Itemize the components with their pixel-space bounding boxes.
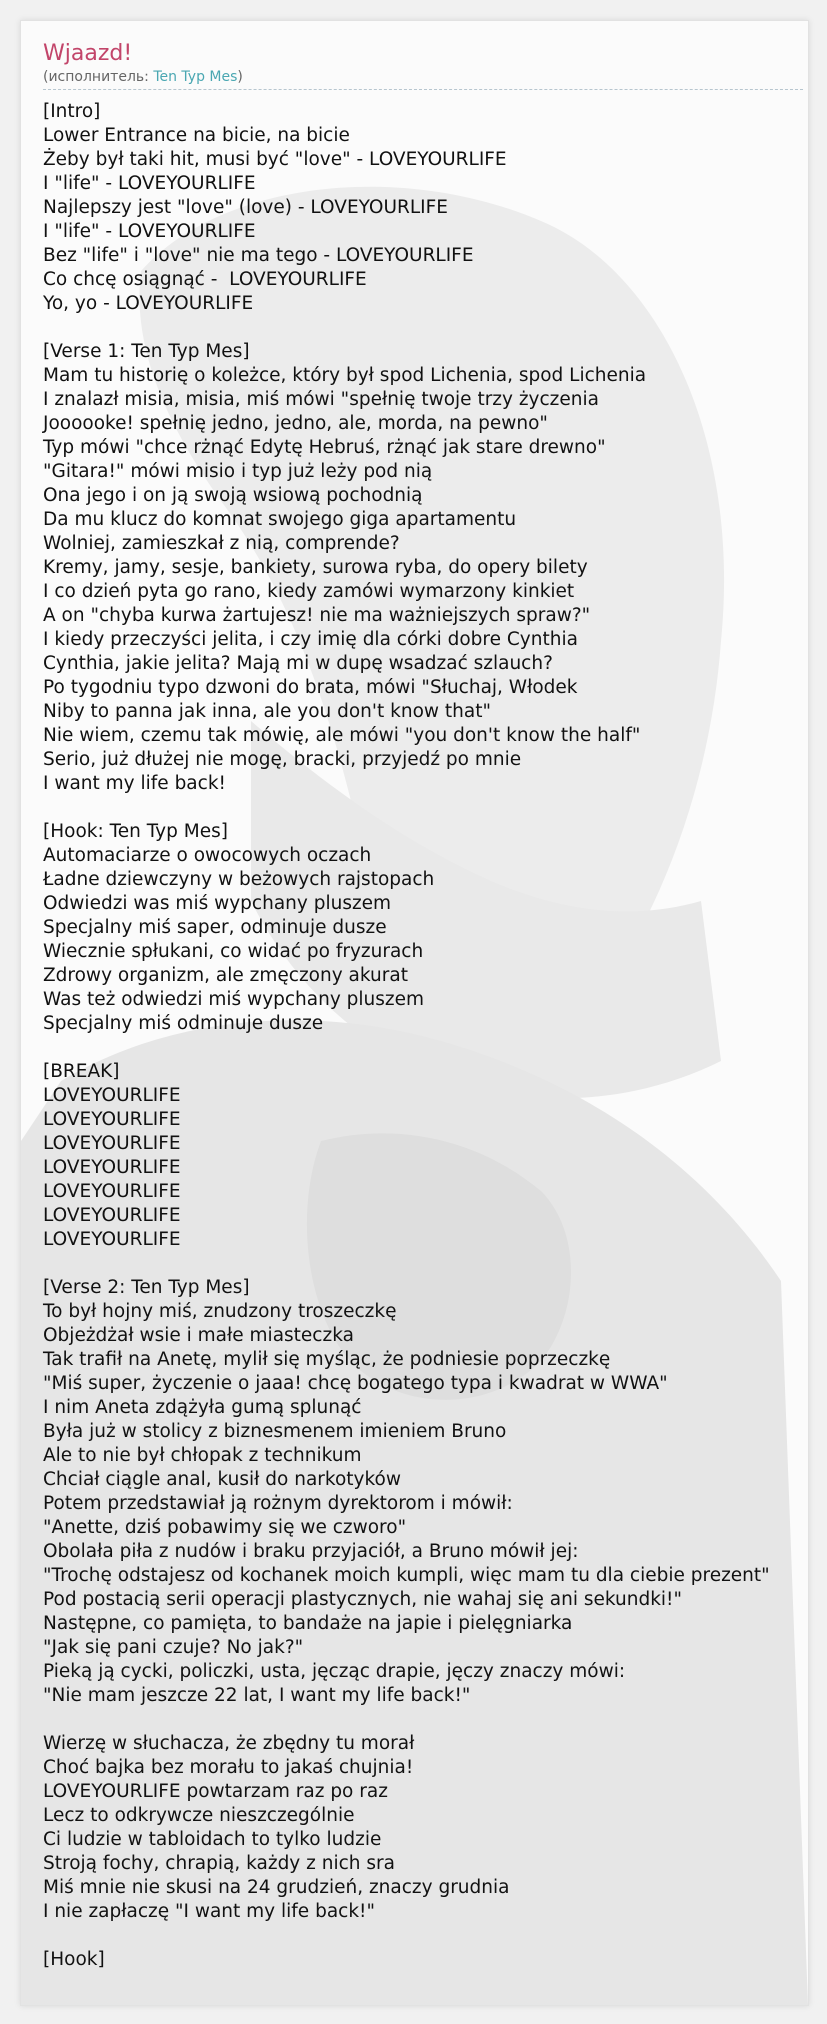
lyric-line: "Trochę odstajesz od kochanek moich kumpli, więc mam tu dla ciebie prezent"	[43, 1565, 770, 1586]
lyric-line	[43, 1036, 808, 1060]
lyric-line	[43, 1924, 808, 1948]
lyric-line: Miś mnie nie skusi na 24 grudzień, znaczy grudnia	[43, 1877, 510, 1898]
lyric-line: I "life" - LOVEYOURLIFE	[43, 221, 256, 242]
lyric-line: Stroją fochy, chrapią, każdy z nich sra	[43, 1853, 395, 1874]
lyric-line: LOVEYOURLIFE powtarzam raz po raz	[43, 1781, 388, 1802]
lyric-line: I nie zapłaczę "I want my life back!"	[43, 1901, 375, 1922]
lyric-line: Bez "life" i "love" nie ma tego - LOVEYOURLIFE	[43, 245, 474, 266]
lyric-line: [Intro]	[43, 101, 101, 122]
lyric-line: [Verse 2: Ten Typ Mes]	[43, 1277, 250, 1298]
lyric-line: "Jak się pani czuje? No jak?"	[43, 1637, 304, 1658]
lyrics-content	[43, 39, 808, 1972]
lyric-line: Odwiedzi was miś wypchany pluszem	[43, 893, 392, 914]
lyric-line: "Anette, dziś pobawimy się we czworo"	[43, 1517, 407, 1538]
lyric-line: I "life" - LOVEYOURLIFE	[43, 173, 256, 194]
lyric-line: Ale to nie był chłopak z technikum	[43, 1445, 362, 1466]
lyric-line: Zdrowy organizm, ale zmęczony akurat	[43, 965, 408, 986]
lyric-line: Pod postacią serii operacji plastycznych, nie wahaj się ani sekundki!"	[43, 1589, 682, 1610]
lyric-line: Specjalny miś saper, odminuje dusze	[43, 917, 387, 938]
lyric-line: A on "chyba kurwa żartujesz! nie ma ważniejszych spraw?"	[43, 605, 591, 626]
lyric-line	[43, 796, 808, 820]
lyric-line: LOVEYOURLIFE	[43, 1157, 181, 1178]
lyric-line: LOVEYOURLIFE	[43, 1085, 181, 1106]
lyric-line: I want my life back!	[43, 773, 226, 794]
lyric-line: Wolniej, zamieszkał z nią, comprende?	[43, 533, 400, 554]
lyric-line: Kremy, jamy, sesje, bankiety, surowa ryba, do opery bilety	[43, 557, 588, 578]
artist-prefix: (исполнитель:	[43, 69, 154, 85]
lyric-line: [Hook]	[43, 1949, 105, 1970]
lyric-line: Żeby był taki hit, musi być "love" - LOVEYOURLIFE	[43, 149, 507, 170]
lyric-line: Was też odwiedzi miś wypchany pluszem	[43, 989, 425, 1010]
lyric-line: Chciał ciągle anal, kusił do narkotyków	[43, 1469, 401, 1490]
lyric-line: Po tygodniu typo dzwoni do brata, mówi "Słuchaj, Włodek	[43, 677, 578, 698]
lyric-line: LOVEYOURLIFE	[43, 1205, 181, 1226]
lyric-line: Pieką ją cycki, policzki, usta, jęcząc drapie, jęczy znaczy mówi:	[43, 1661, 626, 1682]
lyric-line: Obolała piła z nudów i braku przyjaciół, a Bruno mówił jej:	[43, 1541, 579, 1562]
lyrics-card	[20, 20, 809, 2006]
lyric-line: Yo, yo - LOVEYOURLIFE	[43, 293, 254, 314]
lyric-line: Objeżdżał wsie i małe miasteczka	[43, 1325, 354, 1346]
lyric-line: Następne, co pamięta, to bandaże na japie i pielęgniarka	[43, 1613, 573, 1634]
lyric-line: Ci ludzie w tabloidach to tylko ludzie	[43, 1829, 382, 1850]
lyric-line: LOVEYOURLIFE	[43, 1181, 181, 1202]
lyric-line: "Nie mam jeszcze 22 lat, I want my life back!"	[43, 1685, 471, 1706]
lyric-line: Specjalny miś odminuje dusze	[43, 1013, 324, 1034]
lyric-line: Co chcę osiągnąć - LOVEYOURLIFE	[43, 269, 367, 290]
lyric-line: Ona jego i on ją swoją wsiową pochodnią	[43, 485, 423, 506]
artist-link[interactable]: Ten Typ Mes	[153, 69, 238, 85]
lyric-line: LOVEYOURLIFE	[43, 1109, 181, 1130]
lyric-line: I nim Aneta zdążyła gumą splunąć	[43, 1397, 362, 1418]
lyric-line: To był hojny miś, znudzony troszeczkę	[43, 1301, 397, 1322]
lyric-line: Typ mówi "chce rżnąć Edytę Hebruś, rżnąć jak stare drewno"	[43, 437, 606, 458]
lyric-line: Joooooke! spełnię jedno, jedno, ale, morda, na pewno"	[43, 413, 548, 434]
lyric-line: [Hook: Ten Typ Mes]	[43, 821, 228, 842]
lyric-line: LOVEYOURLIFE	[43, 1229, 181, 1250]
lyric-line: Mam tu historię o koleżce, który był spod Lichenia, spod Lichenia	[43, 365, 647, 386]
lyric-line: Ładne dziewczyny w beżowych rajstopach	[43, 869, 435, 890]
lyric-line: Wiecznie spłukani, co widać po fryzurach	[43, 941, 424, 962]
lyric-line	[43, 316, 808, 340]
lyric-line: Tak trafił na Anetę, mylił się myśląc, że podniesie poprzeczkę	[43, 1349, 611, 1370]
artist-line	[43, 69, 803, 90]
song-title: Wjaazd!	[43, 41, 133, 66]
lyric-line	[43, 1708, 808, 1732]
lyric-line: Automaciarze o owocowych oczach	[43, 845, 372, 866]
lyric-line: Potem przedstawiał ją rożnym dyrektorom i mówił:	[43, 1493, 513, 1514]
lyric-line: Choć bajka bez morału to jakaś chujnia!	[43, 1757, 414, 1778]
lyric-line: Cynthia, jakie jelita? Mają mi w dupę wsadzać szlauch?	[43, 653, 553, 674]
lyric-line: Da mu klucz do komnat swojego giga apartamentu	[43, 509, 517, 530]
lyric-line: LOVEYOURLIFE	[43, 1133, 181, 1154]
lyric-line: Najlepszy jest "love" (love) - LOVEYOURLIFE	[43, 197, 448, 218]
lyric-line: Nie wiem, czemu tak mówię, ale mówi "you don't know the half"	[43, 725, 641, 746]
lyric-line: Była już w stolicy z biznesmenem imieniem Bruno	[43, 1421, 507, 1442]
lyric-line: Wierzę w słuchacza, że zbędny tu morał	[43, 1733, 415, 1754]
lyric-line: [Verse 1: Ten Typ Mes]	[43, 341, 250, 362]
lyric-line: I co dzień pyta go rano, kiedy zamówi wymarzony kinkiet	[43, 581, 575, 602]
lyric-line: "Gitara!" mówi misio i typ już leży pod nią	[43, 461, 433, 482]
lyric-line	[43, 1252, 808, 1276]
lyric-line: Niby to panna jak inna, ale you don't know that"	[43, 701, 491, 722]
lyric-line: I znalazł misia, misia, miś mówi "spełnię twoje trzy życzenia	[43, 389, 599, 410]
artist-suffix: )	[237, 69, 243, 85]
lyric-line: [BREAK]	[43, 1061, 120, 1082]
lyric-line: Lecz to odkrywcze nieszczególnie	[43, 1805, 355, 1826]
lyric-line: Serio, już dłużej nie mogę, bracki, przyjedź po mnie	[43, 749, 522, 770]
lyrics-text	[43, 100, 808, 1972]
lyric-line: "Miś super, życzenie o jaaa! chcę bogatego typa i kwadrat w WWA"	[43, 1373, 668, 1394]
lyric-line: Lower Entrance na bicie, na bicie	[43, 125, 350, 146]
lyric-line: I kiedy przeczyści jelita, i czy imię dla córki dobre Cynthia	[43, 629, 578, 650]
